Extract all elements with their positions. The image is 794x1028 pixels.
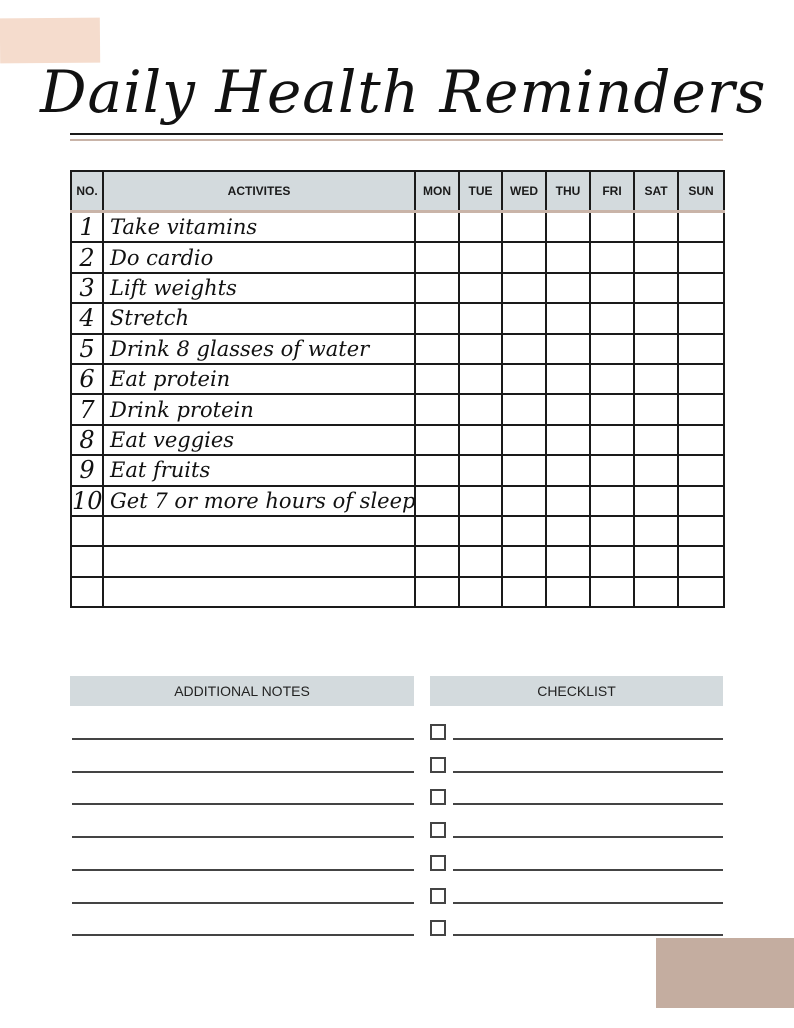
day-check-cell-thu[interactable]	[546, 455, 590, 485]
day-check-cell-tue[interactable]	[459, 455, 502, 485]
day-check-cell-fri[interactable]	[590, 364, 634, 394]
day-check-cell-sun[interactable]	[678, 455, 724, 485]
row-number: 7	[71, 394, 103, 424]
day-check-cell-thu[interactable]	[546, 394, 590, 424]
day-check-cell-wed[interactable]	[502, 364, 546, 394]
day-check-cell-sun[interactable]	[678, 425, 724, 455]
day-check-cell-tue[interactable]	[459, 303, 502, 333]
header-day-fri: FRI	[590, 171, 634, 212]
day-check-cell-wed[interactable]	[502, 273, 546, 303]
day-check-cell-thu[interactable]	[546, 364, 590, 394]
checklist-line[interactable]	[453, 934, 723, 936]
activity-cell: Take vitamins	[103, 212, 415, 243]
day-check-cell-wed[interactable]	[502, 303, 546, 333]
day-check-cell-mon[interactable]	[415, 303, 459, 333]
activity-cell: Stretch	[103, 303, 415, 333]
day-check-cell-wed[interactable]	[502, 455, 546, 485]
checklist-checkbox[interactable]	[430, 757, 446, 773]
day-check-cell-thu[interactable]	[546, 303, 590, 333]
activity-cell	[103, 546, 415, 576]
day-check-cell-sun[interactable]	[678, 212, 724, 243]
header-day-sun: SUN	[678, 171, 724, 212]
note-line[interactable]	[72, 902, 414, 904]
day-check-cell-thu[interactable]	[546, 334, 590, 364]
checklist-line[interactable]	[453, 803, 723, 805]
day-check-cell-sat[interactable]	[634, 273, 678, 303]
day-check-cell-sat[interactable]	[634, 242, 678, 272]
day-check-cell-tue[interactable]	[459, 273, 502, 303]
day-check-cell-mon[interactable]	[415, 516, 459, 546]
checklist-line[interactable]	[453, 869, 723, 871]
day-check-cell-mon[interactable]	[415, 334, 459, 364]
table-row	[71, 364, 724, 394]
day-check-cell-sat[interactable]	[634, 455, 678, 485]
table-row	[71, 273, 724, 303]
day-check-cell-sun[interactable]	[678, 486, 724, 516]
title-underline	[70, 133, 723, 135]
day-check-cell-mon[interactable]	[415, 273, 459, 303]
day-check-cell-thu[interactable]	[546, 242, 590, 272]
day-check-cell-tue[interactable]	[459, 546, 502, 576]
day-check-cell-fri[interactable]	[590, 212, 634, 243]
activity-cell: Eat fruits	[103, 455, 415, 485]
table-body	[71, 212, 724, 608]
table-header-row	[71, 171, 724, 212]
day-check-cell-sun[interactable]	[678, 364, 724, 394]
day-check-cell-thu[interactable]	[546, 486, 590, 516]
day-check-cell-thu[interactable]	[546, 212, 590, 243]
table-row	[71, 303, 724, 333]
day-check-cell-sun[interactable]	[678, 242, 724, 272]
day-check-cell-tue[interactable]	[459, 364, 502, 394]
day-check-cell-mon[interactable]	[415, 425, 459, 455]
day-check-cell-sun[interactable]	[678, 303, 724, 333]
day-check-cell-sat[interactable]	[634, 546, 678, 576]
day-check-cell-wed[interactable]	[502, 394, 546, 424]
note-line[interactable]	[72, 771, 414, 773]
day-check-cell-sun[interactable]	[678, 273, 724, 303]
table-row	[71, 212, 724, 243]
day-check-cell-tue[interactable]	[459, 242, 502, 272]
table-row	[71, 425, 724, 455]
row-number	[71, 516, 103, 546]
day-check-cell-sat[interactable]	[634, 334, 678, 364]
checklist-checkbox[interactable]	[430, 822, 446, 838]
day-check-cell-sat[interactable]	[634, 394, 678, 424]
activity-cell: Lift weights	[103, 273, 415, 303]
checklist-checkbox[interactable]	[430, 855, 446, 871]
day-check-cell-mon[interactable]	[415, 242, 459, 272]
day-check-cell-fri[interactable]	[590, 546, 634, 576]
day-check-cell-wed[interactable]	[502, 425, 546, 455]
day-check-cell-mon[interactable]	[415, 394, 459, 424]
day-check-cell-mon[interactable]	[415, 486, 459, 516]
day-check-cell-mon[interactable]	[415, 455, 459, 485]
day-check-cell-sat[interactable]	[634, 486, 678, 516]
day-check-cell-thu[interactable]	[546, 577, 590, 607]
day-check-cell-sat[interactable]	[634, 364, 678, 394]
day-check-cell-tue[interactable]	[459, 516, 502, 546]
day-check-cell-thu[interactable]	[546, 425, 590, 455]
activity-cell: Eat veggies	[103, 425, 415, 455]
decorative-swatch-top	[0, 18, 100, 64]
day-check-cell-thu[interactable]	[546, 273, 590, 303]
day-check-cell-mon[interactable]	[415, 546, 459, 576]
day-check-cell-wed[interactable]	[502, 334, 546, 364]
table-row	[71, 455, 724, 485]
note-line[interactable]	[72, 836, 414, 838]
day-check-cell-wed[interactable]	[502, 212, 546, 243]
activity-cell	[103, 577, 415, 607]
row-number: 8	[71, 425, 103, 455]
note-line[interactable]	[72, 934, 414, 936]
title-underline-accent	[70, 139, 723, 141]
day-check-cell-thu[interactable]	[546, 516, 590, 546]
day-check-cell-fri[interactable]	[590, 516, 634, 546]
row-number: 1	[71, 212, 103, 243]
note-line[interactable]	[72, 803, 414, 805]
day-check-cell-sat[interactable]	[634, 212, 678, 243]
day-check-cell-fri[interactable]	[590, 577, 634, 607]
day-check-cell-fri[interactable]	[590, 394, 634, 424]
day-check-cell-sat[interactable]	[634, 303, 678, 333]
table-row	[71, 334, 724, 364]
day-check-cell-sun[interactable]	[678, 394, 724, 424]
day-check-cell-wed[interactable]	[502, 546, 546, 576]
table-row	[71, 577, 724, 607]
header-day-tue: TUE	[459, 171, 502, 212]
table-row	[71, 516, 724, 546]
day-check-cell-tue[interactable]	[459, 425, 502, 455]
checklist-heading: CHECKLIST	[430, 676, 723, 706]
day-check-cell-wed[interactable]	[502, 577, 546, 607]
day-check-cell-sun[interactable]	[678, 516, 724, 546]
day-check-cell-mon[interactable]	[415, 364, 459, 394]
row-number: 9	[71, 455, 103, 485]
day-check-cell-fri[interactable]	[590, 242, 634, 272]
checklist-checkbox[interactable]	[430, 789, 446, 805]
day-check-cell-sun[interactable]	[678, 546, 724, 576]
checklist-line[interactable]	[453, 738, 723, 740]
checklist-checkbox[interactable]	[430, 724, 446, 740]
row-number: 6	[71, 364, 103, 394]
day-check-cell-sat[interactable]	[634, 577, 678, 607]
activity-cell: Eat protein	[103, 364, 415, 394]
checklist-checkbox[interactable]	[430, 920, 446, 936]
note-line[interactable]	[72, 869, 414, 871]
day-check-cell-tue[interactable]	[459, 577, 502, 607]
day-check-cell-thu[interactable]	[546, 546, 590, 576]
page-title: Daily Health Reminders	[40, 58, 767, 126]
table-row	[71, 486, 724, 516]
day-check-cell-sat[interactable]	[634, 516, 678, 546]
row-number: 10	[72, 486, 103, 515]
activity-cell	[103, 516, 415, 546]
day-check-cell-tue[interactable]	[459, 394, 502, 424]
activity-cell: Drink 8 glasses of water	[103, 334, 415, 364]
day-check-cell-tue[interactable]	[459, 486, 502, 516]
day-check-cell-mon[interactable]	[415, 577, 459, 607]
row-number: 2	[71, 242, 103, 272]
checklist-line[interactable]	[453, 902, 723, 904]
decorative-swatch-bottom	[656, 938, 794, 1008]
day-check-cell-fri[interactable]	[590, 303, 634, 333]
table-row	[71, 242, 724, 272]
day-check-cell-tue[interactable]	[459, 334, 502, 364]
day-check-cell-wed[interactable]	[502, 486, 546, 516]
header-day-wed: WED	[502, 171, 546, 212]
header-day-mon: MON	[415, 171, 459, 212]
row-number: 5	[71, 334, 103, 364]
day-check-cell-fri[interactable]	[590, 425, 634, 455]
checklist-line[interactable]	[453, 836, 723, 838]
note-line[interactable]	[72, 738, 414, 740]
checklist-line[interactable]	[453, 771, 723, 773]
activity-cell: Get 7 or more hours of sleep	[103, 486, 415, 516]
day-check-cell-wed[interactable]	[502, 242, 546, 272]
table-row	[71, 546, 724, 576]
row-number	[71, 546, 103, 576]
day-check-cell-fri[interactable]	[590, 486, 634, 516]
day-check-cell-sun[interactable]	[678, 577, 724, 607]
row-number	[71, 577, 103, 607]
checklist-checkbox[interactable]	[430, 888, 446, 904]
day-check-cell-fri[interactable]	[590, 455, 634, 485]
header-no: NO.	[71, 171, 103, 212]
activity-cell: Drink protein	[103, 394, 415, 424]
header-day-sat: SAT	[634, 171, 678, 212]
header-activities: ACTIVITES	[103, 171, 415, 212]
table-row	[71, 394, 724, 424]
row-number: 3	[71, 273, 103, 303]
row-number: 4	[71, 303, 103, 333]
header-day-thu: THU	[546, 171, 590, 212]
day-check-cell-wed[interactable]	[502, 516, 546, 546]
day-check-cell-sat[interactable]	[634, 425, 678, 455]
activity-cell: Do cardio	[103, 242, 415, 272]
day-check-cell-tue[interactable]	[459, 212, 502, 243]
day-check-cell-sun[interactable]	[678, 334, 724, 364]
additional-notes-heading: ADDITIONAL NOTES	[70, 676, 414, 706]
day-check-cell-mon[interactable]	[415, 212, 459, 243]
activity-tracker-table	[70, 170, 725, 608]
day-check-cell-fri[interactable]	[590, 273, 634, 303]
day-check-cell-fri[interactable]	[590, 334, 634, 364]
